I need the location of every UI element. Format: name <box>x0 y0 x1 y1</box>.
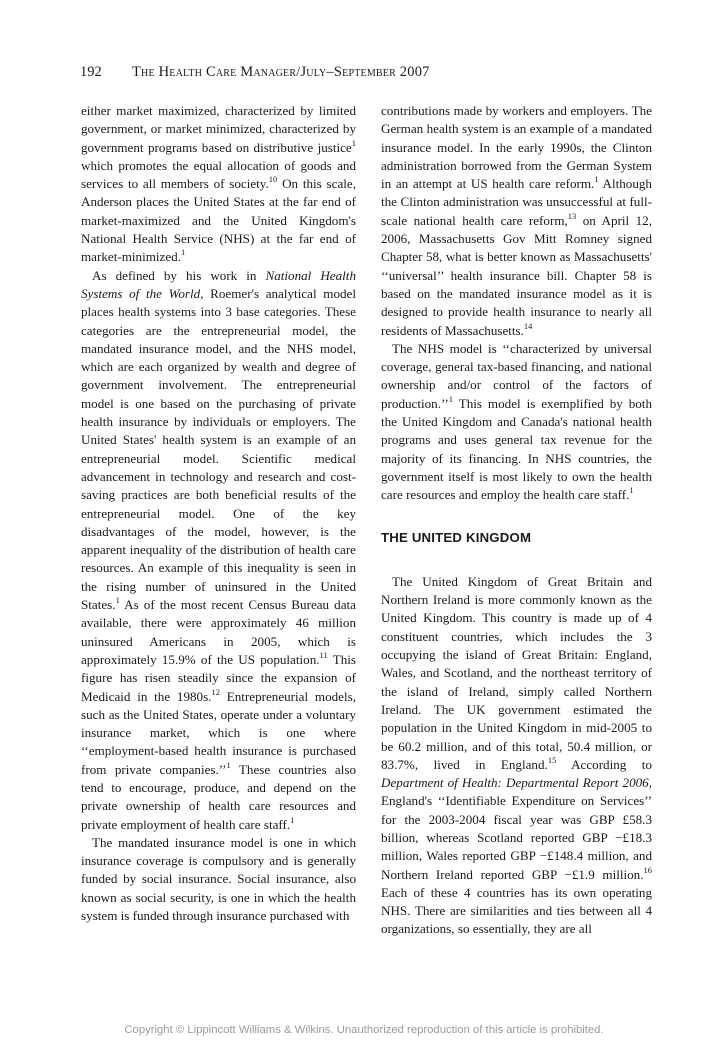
citation-ref: 1 <box>448 393 454 404</box>
text-span: This figure has risen steadily since the expansion of Medicaid in the 1980s. <box>81 651 356 704</box>
text-span: According to <box>556 756 652 772</box>
text-span: Each of these 4 countries has its own operating NHS. There are similarities and ties between all 4 organizations, so essentially, they are all <box>381 884 652 937</box>
journal-running-title: The Health Care Manager/July–September 2007 <box>132 64 430 80</box>
running-header <box>80 64 660 88</box>
citation-ref: 10 <box>268 174 278 185</box>
right-column <box>381 102 652 939</box>
text-span: The NHS model is ‘‘characterized by universal coverage, general tax-based financing, and national ownership and/or control of the factors of production.’’ <box>381 340 652 411</box>
citation-ref: 1 <box>115 595 120 606</box>
citation-ref: 1 <box>629 485 634 496</box>
text-span: As defined by his work in <box>92 267 266 283</box>
text-span: , Roemer's analytical model places health systems into 3 base categories. These categories are the entrepreneurial model, the mandated insurance model, and the NHS model, which are each organized by wealth and degree of government involvement. The entrepreneurial model is one based on the purchasing of private health insurance by individuals or employers. The United States' health system is an example of an entrepreneurial model. Scientific medical advancement in technology and research and cost-saving practices are both beneficial results of the entrepreneurial model. One of the key disadvantages of the model, however, is the apparent inequality of the distribution of health care resources. An example of this inequality is seen in the rising number of uninsured in the United States. <box>81 285 356 613</box>
citation-ref: 1 <box>351 137 356 148</box>
citation-ref: 11 <box>319 649 328 660</box>
citation-ref: 12 <box>211 686 220 697</box>
paragraph-united-kingdom <box>381 573 652 939</box>
left-column <box>81 102 356 925</box>
citation-ref: 15 <box>547 754 557 765</box>
text-span: These countries also tend to encourage, produce, and depend on the private ownership of health care resources and private employment of health care staff. <box>81 761 356 832</box>
text-span: on April 12, 2006, Massachusetts Gov Mitt Romney signed Chapter 58, what is better known as Massachusetts' ‘‘universal’’ health insurance bill. Chapter 58 is based on the mandated insurance model as it is designed to provide health insurance to nearly all residents of Massachusetts. <box>381 212 652 338</box>
text-span: which promotes the equal allocation of goods and services to all members of society. <box>81 157 356 192</box>
text-span: As of the most recent Census Bureau data available, there were approximately 46 million uninsured Americans in 2005, which is approximately 15.9% of the US population. <box>81 597 356 667</box>
citation-ref: 1 <box>181 247 186 258</box>
text-span: Entrepreneurial models, such as the United States, operate under a voluntary insurance market, which is one where ‘‘employment-based health insurance is purchased from private companies.’’ <box>81 688 356 777</box>
citation-ref: 1 <box>290 814 295 825</box>
text-span: This model is exemplified by both the United Kingdom and Canada's national health programs and uses general tax revenue for the majority of its financing. In NHS countries, the government itself is most likely to own the health care resources and employ the health care staff. <box>381 395 652 503</box>
citation-ref: 13 <box>567 210 577 221</box>
paragraph-nhs-model <box>381 340 652 505</box>
section-heading: THE UNITED KINGDOM <box>381 529 532 545</box>
paragraph-distributive-justice <box>81 102 356 267</box>
text-span: Although the Clinton administration was unsuccessful at full-scale national health care reform, <box>381 176 652 228</box>
page-number: 192 <box>80 64 102 80</box>
paragraph-roemer-model <box>81 267 356 834</box>
text-span: , England's ‘‘Identifiable Expenditure on Services’’ for the 2003-2004 fiscal year was GBP £58.3 billion, whereas Scotland reported GBP −£18.3 million, Wales reported GBP −£148.4 million, and Northern Ireland reported GBP −£1.9 million. <box>381 775 652 882</box>
paragraph-german-model <box>381 102 652 340</box>
copyright-footer: Copyright © Lippincott Williams & Wilkins. Unauthorized reproduction of this article is prohibited. <box>124 1024 604 1036</box>
text-span: either market maximized, characterized by limited government, or market minimized, characterized by government programs based on distributive justice <box>81 103 356 155</box>
text-span: contributions made by workers and employers. The German health system is an example of a mandated insurance model. In the early 1990s, the Clinton administration borrowed from the German System in an attempt at US health care reform. <box>381 103 652 192</box>
book-title: National Health Systems of the World <box>81 267 356 301</box>
citation-ref: 16 <box>643 864 652 875</box>
report-title: Department of Health: Departmental Report 2006 <box>381 775 649 791</box>
text-span: The United Kingdom of Great Britain and Northern Ireland is more commonly known as the United Kingdom. This country is made up of 4 constituent countries, which includes the 3 occupying the island of Great Britain: England, Wales, and Scotland, and the northeast territory of the island of Ireland, simply called Northern Ireland. The UK government estimated the population in the United Kingdom in mid-2005 to be 60.2 million, and of this total, 50.4 million, or 83.7%, lived in England. <box>381 573 652 772</box>
text-span: On this scale, Anderson places the United States at the far end of market-maximized and the United Kingdom's National Health Service (NHS) at the far end of market-minimized. <box>81 176 356 265</box>
citation-ref: 1 <box>594 174 599 185</box>
paragraph-mandated-insurance: The mandated insurance model is one in which insurance coverage is compulsory and is generally funded by social insurance. Social insurance, also known as social security, is one in which the health system is funded through insurance purchased with <box>81 834 356 924</box>
citation-ref: 1 <box>226 759 231 770</box>
citation-ref: 14 <box>523 320 533 331</box>
